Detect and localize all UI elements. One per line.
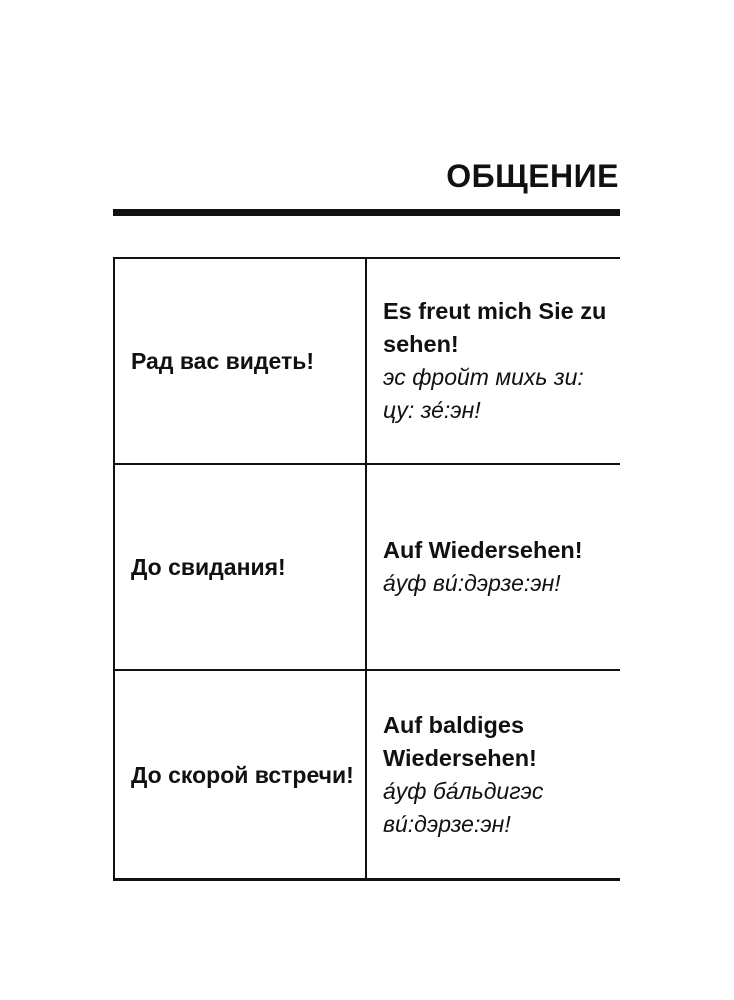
- title-divider: [113, 209, 620, 216]
- german-cell: [367, 465, 620, 669]
- russian-phrase: Рад вас видеть!: [115, 259, 367, 463]
- pronunciation: эс фройт михь зи: цу: зе́:эн!: [383, 364, 584, 423]
- pronunciation: а́уф ба́льдигэс ви́:дэрзе:эн!: [383, 777, 544, 837]
- german-cell: [367, 671, 620, 878]
- russian-phrase: До свидания!: [115, 465, 367, 669]
- german-phrase: Auf Wiedersehen!: [383, 537, 583, 563]
- german-cell: [367, 259, 620, 463]
- phrase-row: [115, 465, 620, 671]
- page-title: ОБЩЕНИЕ: [446, 158, 619, 194]
- german-phrase: Es freut mich Sie zu sehen!: [383, 298, 607, 357]
- german-phrase: Auf baldiges Wiedersehen!: [383, 711, 537, 771]
- phrase-row: [115, 259, 620, 465]
- phrase-table: [113, 257, 620, 881]
- russian-phrase: До скорой встречи!: [115, 671, 367, 878]
- pronunciation: а́уф ви́:дэрзе:эн!: [383, 570, 561, 596]
- phrase-row: [115, 671, 620, 878]
